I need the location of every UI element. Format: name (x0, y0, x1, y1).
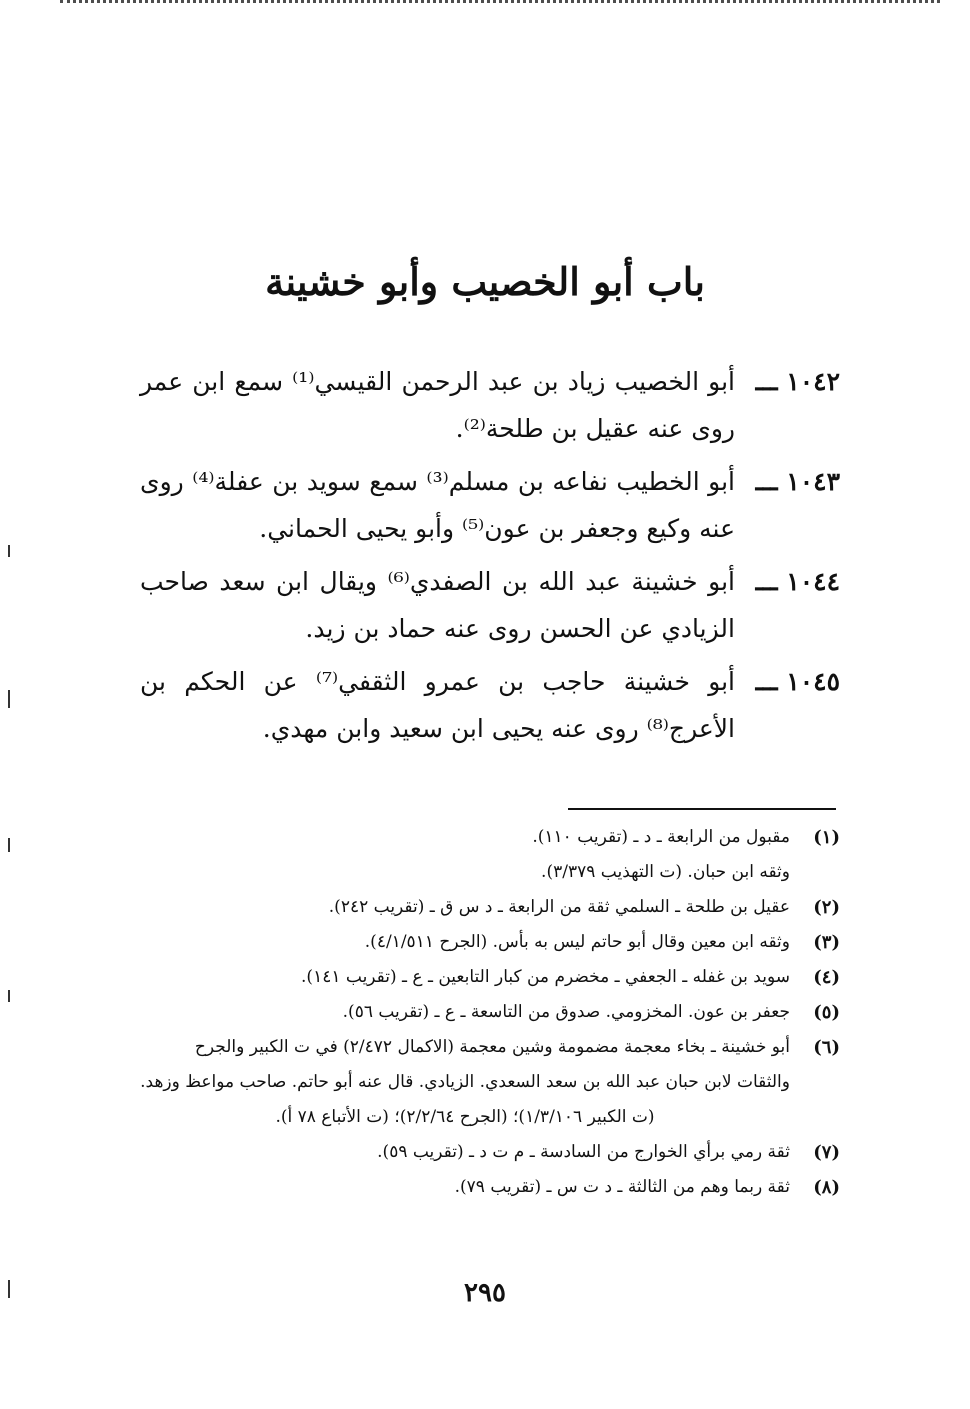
footnote-3 (140, 925, 840, 960)
footnote-1-continuation: وثقه ابن حبان. (ت التهذيب ٣/٣٧٩). (541, 862, 790, 882)
footnote-number: (٣) (813, 932, 840, 953)
scan-artifact (8, 545, 10, 557)
footnote-divider (568, 808, 836, 810)
entry-text: أبو خشينة حاجب بن عمرو الثقفي⁽⁷⁾ عن الحكم بن الأعرج⁽⁸⁾ روى عنه يحيى ابن سعيد وابن مهدي. (140, 667, 736, 743)
entry-number: ١٠٤٣ ـــ (755, 467, 840, 496)
footnote-text: جعفر بن عون. المخزومي. صدوق من التاسعة ـ ع ـ (تقريب ٥٦). (342, 1002, 790, 1022)
entry-1042 (140, 358, 840, 452)
footnote-number: (١) (813, 827, 840, 848)
footnote-number: (٨) (813, 1177, 840, 1198)
footnote-number: (٤) (813, 967, 840, 988)
entry-text: أبو خشينة عبد الله بن الصفدي⁽⁶⁾ ويقال ابن سعد صاحب الزيادي عن الحسن روى عنه حماد بن زيد. (140, 567, 735, 643)
footnote-6 (140, 1030, 840, 1100)
entries-list (140, 358, 840, 758)
footnote-6-references: (ت الكبير ١/٣/١٠٦)؛ (الجرح ٢/٢/٦٤)؛ (ت الأتباع ٧٨ أ). (275, 1107, 655, 1127)
footnote-2 (140, 890, 840, 925)
footnote-text: مقبول من الرابعة ـ د ـ (تقريب ١١٠). (532, 827, 790, 847)
footnote-text: ثقة ربما وهم من الثالثة ـ د ت س ـ (تقريب ٧٩). (454, 1177, 790, 1197)
footnote-8 (140, 1170, 840, 1205)
entry-1044 (140, 558, 840, 652)
entry-text: أبو الخصيب زياد بن عبد الرحمن القيسي⁽¹⁾ سمع ابن عمر روى عنه عقيل بن طلحة⁽²⁾. (140, 367, 735, 443)
page-number: ٢٩٥ (464, 1278, 506, 1308)
entry-number: ١٠٤٢ ـــ (755, 367, 840, 396)
footnote-text: وثقه ابن معين وقال أبو حاتم ليس به بأس. (الجرح ٤/١/٥١١). (364, 932, 790, 952)
footnote-text: عقيل بن طلحة ـ السلمي ثقة من الرابعة ـ د س ق ـ (تقريب ٢٤٢). (328, 897, 790, 917)
scan-artifact (8, 990, 10, 1002)
chapter-title: باب أبو الخصيب وأبو خشينة (265, 259, 705, 304)
footnote-5 (140, 995, 840, 1030)
scan-top-edge (60, 0, 940, 9)
entry-1045 (140, 658, 840, 752)
footnote-1 (140, 820, 840, 855)
scan-artifact (8, 1280, 10, 1298)
footnote-text: سويد بن غفله ـ الجعفي ـ مخضرم من كبار التابعين ـ ع ـ (تقريب ١٤١). (301, 967, 790, 987)
entry-number: ١٠٤٤ ـــ (755, 567, 840, 596)
scan-artifact (8, 838, 10, 852)
footnote-number: (٢) (813, 897, 840, 918)
scan-artifact (8, 690, 10, 708)
footnote-number: (٦) (813, 1037, 840, 1058)
entry-1043 (140, 458, 840, 552)
footnote-text: ثقة رمي برأي الخوارج من السادسة ـ م ت د ـ (تقريب ٥٩). (377, 1142, 790, 1162)
entry-number: ١٠٤٥ ـــ (755, 667, 840, 696)
footnotes-list (140, 820, 840, 1205)
footnote-4 (140, 960, 840, 995)
footnote-number: (٧) (813, 1142, 840, 1163)
entry-text: أبو الخطيب نفاعه بن مسلم⁽³⁾ سمع سويد بن عفلة⁽⁴⁾ روى عنه وكيع وجعفر بن عون⁽⁵⁾ وأبو يحيى الحماني. (140, 467, 735, 543)
footnote-number: (٥) (813, 1002, 840, 1023)
footnote-7 (140, 1135, 840, 1170)
footnote-text: أبو خشينة ـ بخاء معجمة مضمومة وشين معجمة (الاكمال ٢/٤٧٢) في ت الكبير والجرح والثقات لابن حبان عبد الله بن سعد السعدي. الزيادي. قال عنه أبو حاتم. صاحب مواعظ وزهد. (140, 1037, 790, 1092)
